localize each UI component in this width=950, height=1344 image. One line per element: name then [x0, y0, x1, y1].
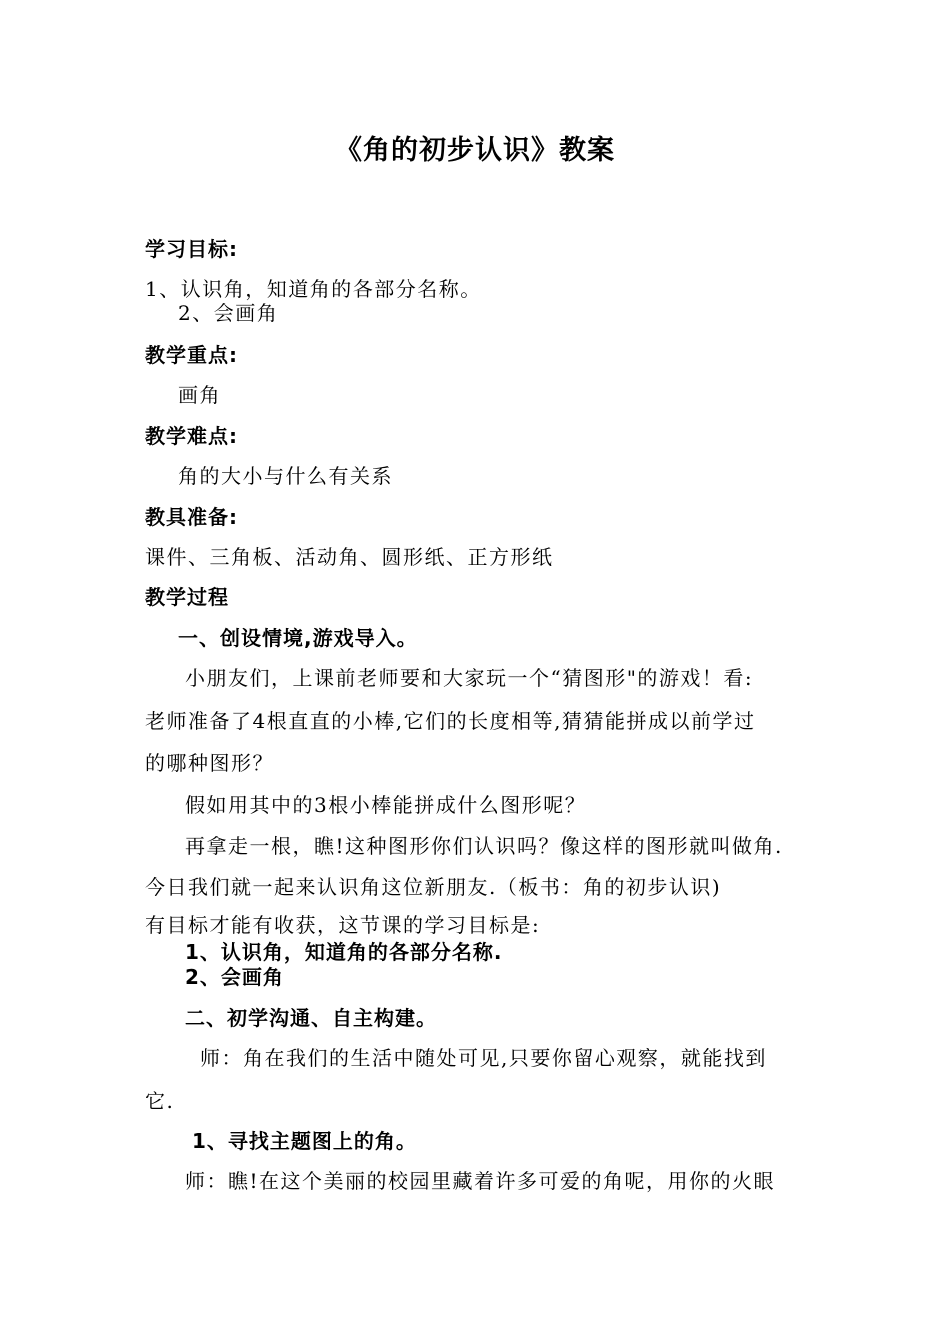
- document-title: 《角的初步认识》教案: [335, 135, 615, 166]
- objective-item-2: 2、会画角: [178, 301, 279, 325]
- goal-item-2: 2、会画角: [185, 965, 284, 989]
- goal-item-1: 1、认识角，知道角的各部分名称.: [185, 940, 503, 964]
- difficulty-text: 角的大小与什么有关系: [178, 464, 393, 488]
- tools-heading: 教具准备:: [145, 505, 238, 529]
- section-1-heading: 一、创设情境,游戏导入。: [178, 626, 418, 650]
- key-point-text: 画角: [178, 383, 221, 407]
- paragraph-3-line-2: 今日我们就一起来认识角这位新朋友.（板书：角的初步认识): [145, 875, 722, 899]
- key-point-heading: 教学重点:: [145, 343, 238, 367]
- paragraph-1-line-1: 小朋友们，上课前老师要和大家玩一个“猜图形"的游戏！看:: [185, 666, 754, 690]
- subsection-1-heading: 1、寻找主题图上的角。: [192, 1129, 417, 1153]
- difficulty-heading: 教学难点:: [145, 424, 238, 448]
- paragraph-6: 师：瞧!在这个美丽的校园里藏着许多可爱的角呢，用你的火眼: [185, 1169, 776, 1193]
- paragraph-4: 有目标才能有收获，这节课的学习目标是:: [145, 913, 541, 937]
- paragraph-5-line-2: 它.: [145, 1089, 175, 1113]
- section-2-heading: 二、初学沟通、自主构建。: [185, 1006, 437, 1030]
- paragraph-1-line-2: 老师准备了4根直直的小棒,它们的长度相等,猜猜能拼成以前学过: [145, 709, 756, 733]
- objective-item-1: 1、认识角，知道角的各部分名称。: [145, 277, 482, 301]
- paragraph-2: 假如用其中的3根小棒能拼成什么图形呢？: [185, 793, 587, 817]
- tools-text: 课件、三角板、活动角、圆形纸、正方形纸: [145, 545, 554, 569]
- process-heading: 教学过程: [145, 585, 229, 609]
- objectives-heading: 学习目标:: [145, 237, 238, 261]
- paragraph-5-line-1: 师：角在我们的生活中随处可见,只要你留心观察，就能找到: [200, 1046, 767, 1070]
- paragraph-3-line-1: 再拿走一根，瞧!这种图形你们认识吗？像这样的图形就叫做角.: [185, 834, 783, 858]
- paragraph-1-line-3: 的哪种图形？: [145, 751, 274, 775]
